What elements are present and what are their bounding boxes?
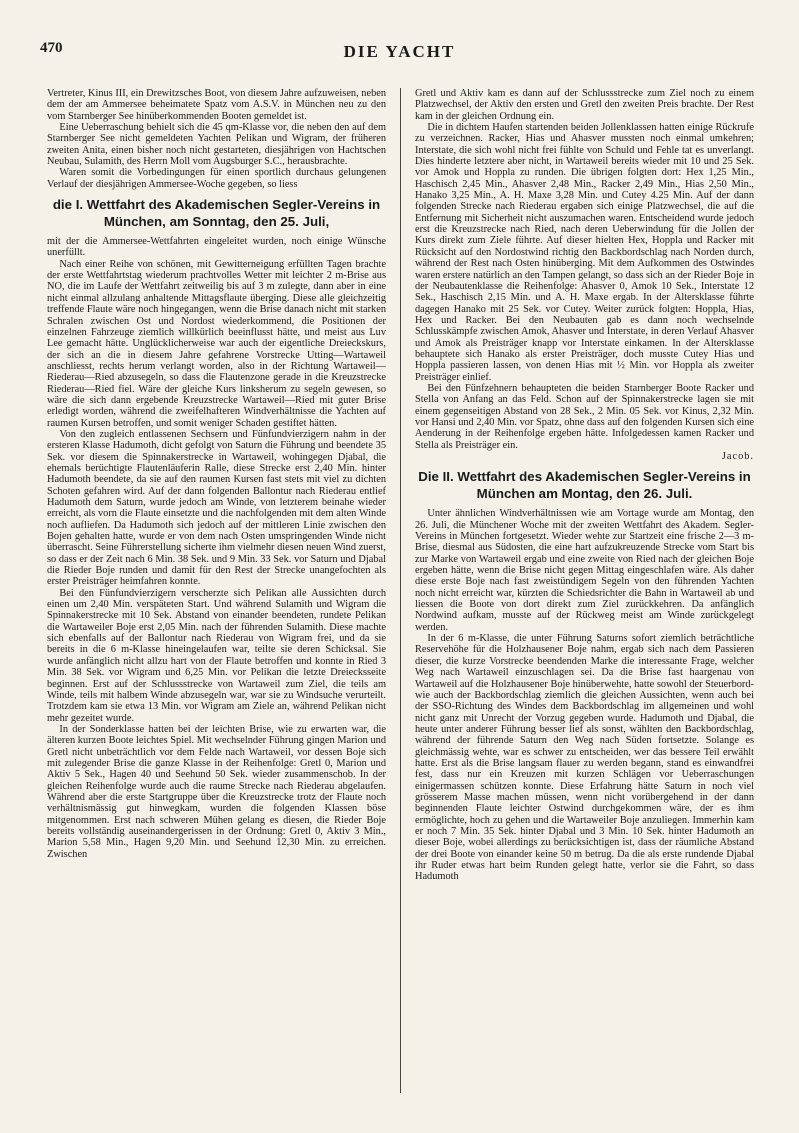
page-number: 470 xyxy=(40,40,63,56)
column-divider xyxy=(400,88,401,1093)
paragraph: Unter ähnlichen Windverhältnissen wie am Vortage wurde am Montag, den 26. Juli, die Münchener Woche mit der zweiten Wettfahrt des Akadem. Segler-Vereins in München fortgesetzt. Wieder wehte zur Startzeit eine frische 2—3 m-Brise, diesmal aus Südosten, die eine hart aufzukreuzende Strecke vom Start bis zur Marke von Wartaweil ergab und eine zweite von Ried nach der gleichen Boje ergeben hätte, wenn die Brise nicht gegen Mittag eingeschlafen wäre. Als daher diese erste Boje nach fast zweistündigem Segeln von den führenden Yachten noch nicht erreicht war, kürzten die Schiedsrichter die Bahn in Wartaweil ab und liessen die Boote von dort direkt zum Ziel zurückkehren. Da anfänglich Nordwind aufkam, musste auf der Rückweg meist am Winde zurückgelegt werden. xyxy=(415,508,754,633)
author-signature: Jacob. xyxy=(721,451,754,462)
paragraph: In der Sonderklasse hatten bei der leichten Brise, wie zu erwarten war, die älteren kurzen Boote leichtes Spiel. Mit wechselnder Führung gingen Marion und Gretl nicht unbeträchtlich vor dem Felde nach Wartaweil, vor dessen Boje sich mit zulegender Brise die ganze Klasse in der Reihenfolge: Gretl 0, Marion und Aktiv 5 Sek., Hagen 40 und Seehund 50 Sek. wieder zusammenschob. In der gleichen Reihenfolge wurde auch die raume Strecke nach Riederau abgelaufen. Während aber die erste Startgruppe über die Kreuzstrecke trotz der Flaute noch verhältnismässig gut hinwegkam, wurden die folgenden Klassen böse mitgenommen. Erst nach schweren Mühen gelang es diesen, die Rieder Boje bereits vollständig auseinandergerissen in der Ordnung: Gretl 0, Aktiv 3 Min., Marion 5,58 Min., Hagen 9,20 Min. und Seehund 12,30 Min. zu erreichen. Zwischen xyxy=(47,723,386,860)
right-column xyxy=(415,88,754,1098)
paragraph: mit der die Ammersee-Wettfahrten eingeleitet wurden, noch einige Wünsche unerfüllt. xyxy=(47,236,386,259)
paragraph: Bei den Fünfzehnern behaupteten die beiden Starnberger Boote Racker und Stella von Anfang an das Feld. Schon auf der Spinnakerstrecke lagen sie mit einem gegenseitigen Abstand von 28 Sek., 2 Min. 05 Sek. vor Kinus, 2,32 Min. vor Hansi und 2,40 Min. vor Spatz, ohne dass auf den folgenden Kursen sich eine Aenderung in der Reihenfolge ergeben hätte. Infolgedessen kamen Racker und Stella als Preisträger ein. xyxy=(415,382,754,451)
section-heading-first-race: die I. Wettfahrt des Akademischen Segler-Vereins in München, am Sonntag, den 25. Juli, xyxy=(52,197,381,230)
paragraph: Vertreter, Kinus III, ein Drewitzsches Boot, von diesem Jahre aufzuweisen, neben dem der am Ammersee beheimatete Spatz vom A.S.V. in München neu zu den vom Starnberger See hinüberkommenden Booten gemeldet ist. xyxy=(47,88,386,122)
paragraph: Gretl und Aktiv kam es dann auf der Schlussstrecke zum Ziel noch zu einem Platzwechsel, der Aktiv den ersten und Gretl den zweiten Preis brachte. Der Rest kam in der gleichen Ordnung ein. xyxy=(415,88,754,122)
paragraph: In der 6 m-Klasse, die unter Führung Saturns sofort ziemlich beträchtliche Reservehöhe für die Holzhausener Boje nahm, ergab sich nach dem Passieren dieser, die kurze Vorstrecke beendenden Marke die interessante Frage, welcher Weg nach Wartaweil einzuschlagen sei. Da die Brise fast haargenau von Wartaweil auf die Holzhausener Boje hinüberwehte, hatte sowohl der Steuerbord- wie auch der Backbordschlag ziemlich die gleichen Aussichten, wenn auch bei der SSO-Richtung des Windes dem Backbordschlag im allgemeinen und wohl nicht ganz mit Unrecht der Vorzug gegeben wurde. Hadumoth und Djabal, die heute unter anderer Führung besser lief als sonst, wählten den Backbordschlag, während der führende Saturn den Weg nach Süden fortsetzte. Solange es gleichmässig wehte, war es schwer zu entscheiden, wer das bessere Teil erwählt hatte. Erst als die Brise langsam flauer zu werden begann, stand es einwandfrei fest, dass nur ein Kreuzen mit kurzen Schlägen vor Ueberraschungen einigermassen schützen konnte. Diese Erfahrung hätte Saturn in noch viel grösserem Masse machen müssen, wenn nicht vorübergehend in der dann beginnenden Flaute leichter Ostwind durchgekommen wäre, der es ihm ermöglichte, hoch zu gehen und die Wartaweiler Boje anzuliegen. Immerhin kam er noch 7 Min. 35 Sek. hinter Djabal und 3 Min. 10 Sek. hinter Hadumoth an dieser Boje, wobei allerdings zu berücksichtigen ist, dass der räumliche Abstand der drei Boote von einander keine 50 m betrug. Da die als erste rundende Djabal ihr Ruder etwas hart beim Runden gelegt hatte, verlor sie die Fahrt, so dass Hadumoth xyxy=(415,633,754,883)
paragraph: Von den zugleich entlassenen Sechsern und Fünfundvierzigern nahm in der ersteren Klasse Hadumoth, dicht gefolgt von Saturn die Führung und beendete 35 Sek. vor diesem die Spinnakerstrecke in Wartaweil, wohingegen Djabal, die ehemals berüchtigte Flautenläuferin Ralle, diese Strecke erst 2,40 Min. hinter Hadumoth beendete, da sie auf den raumen Kursen fast stets mit viel zu dichten Schoten gefahren wird. Auf der dann folgenden Ballontur nach Riederau entlief Hadumoth dem Saturn, wurde jedoch am Winde, von letzterem beinahe wieder erreicht, als vorn die Flaute einsetzte und die nachfolgenden mit dem alten Winde noch aufliefen. Da Hadumoth sich jedoch auf der mittleren Linie zwischen den Bojen gehalten hatte, wurde er von dem nach Osten umspringenden Winde nicht überrascht. Seine Führerstellung sicherte ihm vielmehr diesen neuen Wind zuerst, so dass er der Zeit nach 6 Min. 38 Sek. und 9 Min. 33 Sek. vor Saturn und Djabal die Rieder Boje runden und damit für den Rest der Strecke unangefochten als erster Preisträger heimfahren konnte. xyxy=(47,428,386,588)
paragraph: Bei den Fünfundvierzigern verscherzte sich Pelikan alle Aussichten durch einen um 2,40 Min. verspäteten Start. Und während Sulamith und Wigram die Spinnakerstrecke mit 10 Sek. Abstand von einander beendeten, rundete Pelikan die Wartaweiler Boje erst 2,05 Min. nach der führenden Sulamith. Diese machte sich ebenfalls auf der Ballontur nach Riederau von Wigram frei, und da sie bereits in die 6 m-Klasse hineingelaufen war, teilte sie deren Schicksal. Sie wurde anfänglich nicht allzu hart von der Flaute betroffen und konnte in Ried 3 Min. 38 Sek. vor Wigram und 6,25 Min. vor Pelikan die letzte Dreiecksseite beginnen. Erst auf der Schlussstrecke von Wartaweil zum Ziel, die teils am Winde, teils mit halbem Winde abzusegeln war, war sie zu Windsuche verurteilt. Trotzdem kam sie etwa 13 Min. vor Wigram am Ziele an, während Pelikan nicht mehr gezeitet wurde. xyxy=(47,587,386,724)
paragraph: Nach einer Reihe von schönen, mit Gewitterneigung erfüllten Tagen brachte der erste Wettfahrtstag wiederum prachtvolles Wetter mit leichter 2 m-Brise aus NO, die im Laufe der Wettfahrt zeitweilig bis auf 3 m zulegte, dann aber in eine nicht einmal allzulang anhaltende Mittagsflaute überging. Diese alle gleichzeitig treffende Flaute wäre noch hingegangen, wenn die Brise danach nicht mit starken Schralen zwischen Ost und Nordost wiederkommend, die Positionen der einzelnen Fahrzeuge ziemlich willkürlich beeinflusst hätte, und meist aus Luv Lee gemacht hätte. Unglücklicherweise war auch der eigentliche Dreieckskurs, der sich an die in diesem Jahre gefahrene Vorstrecke Utting—Wartaweil anschliesst, rechts herum verlangt worden, also in der Richtung Wartaweil—Riederau—Ried abzusegeln, so dass die Flautenzone gerade in die Kreuzstrecke Riederau—Ried fiel. Wäre der gleiche Kurs linksherum zu segeln gewesen, so wäre die sich dann ergebende Kreuzstrecke Wartaweil—Ried mit guter Brise erledigt worden, während die zweifelhafteren Windverhältnisse die Yachten auf raumen Kursen betroffen, und somit weniger Schaden gestiftet hätten. xyxy=(47,258,386,429)
paragraph: Waren somit die Vorbedingungen für einen sportlich durchaus gelungenen Verlauf der diesjährigen Ammersee-Woche gegeben, so liess xyxy=(47,167,386,190)
paragraph: Die in dichtem Haufen startenden beiden Jollenklassen hatten einige Rückrufe zu verzeichnen. Racker, Hias und Ahasver mussten noch einmal umkehren; Interstate, die sich wohl nicht frei fühlte von Schuld und Fehle tat es unverlangt. Dies hinderte letztere aber nicht, in Wartaweil bereits wieder mit 10 und 25 Sek. vor Amok und Hoppla zu runden. Die übrigen folgten dort: Hex 1,25 Min., Haschisch 2,45 Min., Ahasver 2,48 Min., Racker 2,49 Min., Hias 2,50 Min., Hanako 3,25 Min., A. H. Maxe 3,28 Min. und Cutey 4.25 Min. Auf der dann folgenden Strecke nach Riederau ergaben sich einige Platzwechsel, die auf die Entfernung mit Sicherheit nicht auszumachen waren. Entscheidend wurde jedoch erst die Kreuzstrecke nach Ried, nach deren Ueberwindung für die Jollen der Kurs direkt zum Ziele führte. Auf dieser hielten Hex, Hoppla und Racker mit Rücksicht auf den Nordostwind richtig den Backbordschlag nach Norden durch, während der Rest nach Osten hinüberging. Mit dem Aufkommen des Ostwindes waren erstere natürlich an den Tampen gelangt, so dass sich an der Rieder Boje in der Neubautenklasse die Reihenfolge: Ahasver 0, Amok 10 Sek., Interstate 12 Sek., Haschisch 2,15 Min. und A. H. Maxe ergab. In der Altersklasse führte dagegen Hanako mit 25 Sek. vor Cutey. Weiter zurück folgten: Hoppla, Hias, Hex und Racker. Bei den Neubauten gab es dann noch wechselnde Schlusskämpfe zwischen Amok, Ahasver und Interstate, in deren Verlauf Ahasver und Amok als Preisträger knapp vor Interstate einkamen. In der Altersklasse behauptete sich Hanako als erster Preisträger, doch musste Cutey Hias und Hoppla passieren lassen, von denen Hias mit ½ Min. vor Hoppla als zweiter Preisträger einlief. xyxy=(415,122,754,383)
paragraph: Eine Ueberraschung behielt sich die 45 qm-Klasse vor, die neben den auf dem Starnberger See nicht gemeldeten Yachten Pelikan und Wigram, der früheren zweiten Anita, einen bisher noch nicht gestarteten, diesjährigen von Hachtschen Neubau, Sulamith, des Herrn Moll vom Augsburger S.C., herausbrachte. xyxy=(47,122,386,168)
left-column xyxy=(47,88,386,1098)
section-heading-second-race: Die II. Wettfahrt des Akademischen Segler-Vereins in München am Montag, den 26. Juli. xyxy=(418,469,751,502)
running-title: DIE YACHT xyxy=(343,42,456,61)
